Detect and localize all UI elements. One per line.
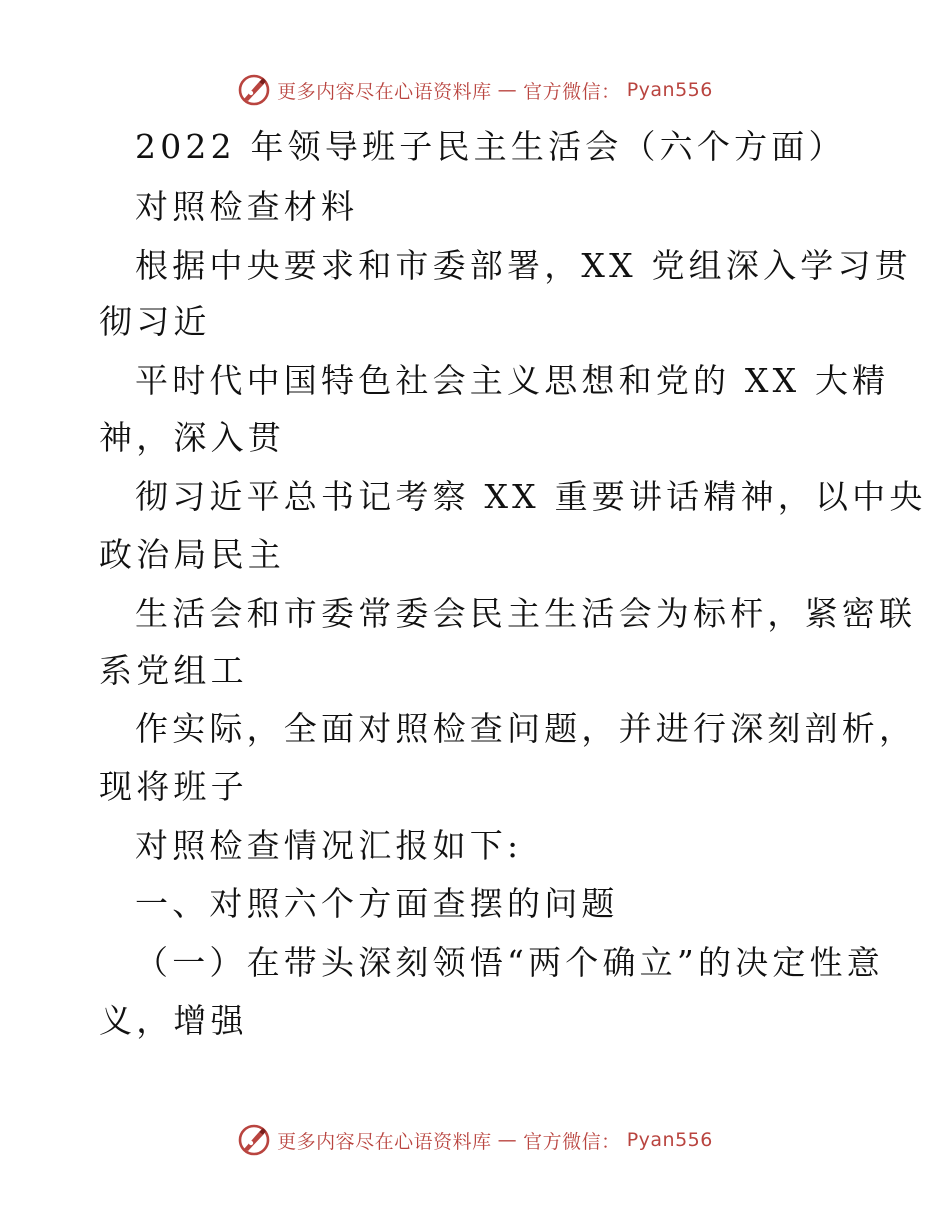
paragraph-line: 平时代中国特色社会主义思想和党的 XX 大精 (135, 361, 890, 400)
watermark-official-label: 官方微信： (523, 80, 621, 103)
paragraph-line: 生活会和市委常委会民主生活会为标杆，紧密联 (135, 594, 917, 633)
paragraph-line: 对照检查情况汇报如下: (135, 826, 523, 865)
watermark-wechat-id: Pyan556 (626, 79, 713, 101)
paragraph-line: 系党组工 (99, 651, 248, 690)
header-watermark (0, 73, 950, 107)
paragraph-line: 彻习近 (99, 302, 211, 341)
subsection-heading: （一）在带头深刻领悟“两个确立”的决定性意 (135, 943, 884, 982)
paragraph-line: 根据中央要求和市委部署，XX 党组深入学习贯 (135, 246, 912, 285)
watermark-official-label: 官方微信： (523, 1130, 621, 1153)
paragraph-line: 义，增强 (99, 1001, 248, 1040)
watermark-wechat-id: Pyan556 (626, 1129, 713, 1151)
section-heading: 一、对照六个方面查摆的问题 (135, 884, 619, 923)
document-subtitle: 对照检查材料 (135, 187, 359, 226)
watermark-separator: — (497, 1129, 518, 1151)
watermark-separator: — (497, 79, 518, 101)
paragraph-line: 现将班子 (99, 767, 248, 806)
paragraph-line: 彻习近平总书记考察 XX 重要讲话精神，以中央 (135, 477, 927, 516)
paragraph-line: 政治局民主 (99, 535, 285, 574)
document-title: 2022 年领导班子民主生活会（六个方面） (135, 127, 846, 166)
watermark-text: 更多内容尽在心语资料库 (277, 1130, 492, 1153)
footer-watermark (0, 1123, 950, 1157)
pen-logo-icon (237, 73, 271, 107)
watermark-text: 更多内容尽在心语资料库 (277, 80, 492, 103)
pen-logo-icon (237, 1123, 271, 1157)
paragraph-line: 作实际，全面对照检查问题，并进行深刻剖析， (135, 709, 917, 748)
paragraph-line: 神，深入贯 (99, 418, 285, 457)
